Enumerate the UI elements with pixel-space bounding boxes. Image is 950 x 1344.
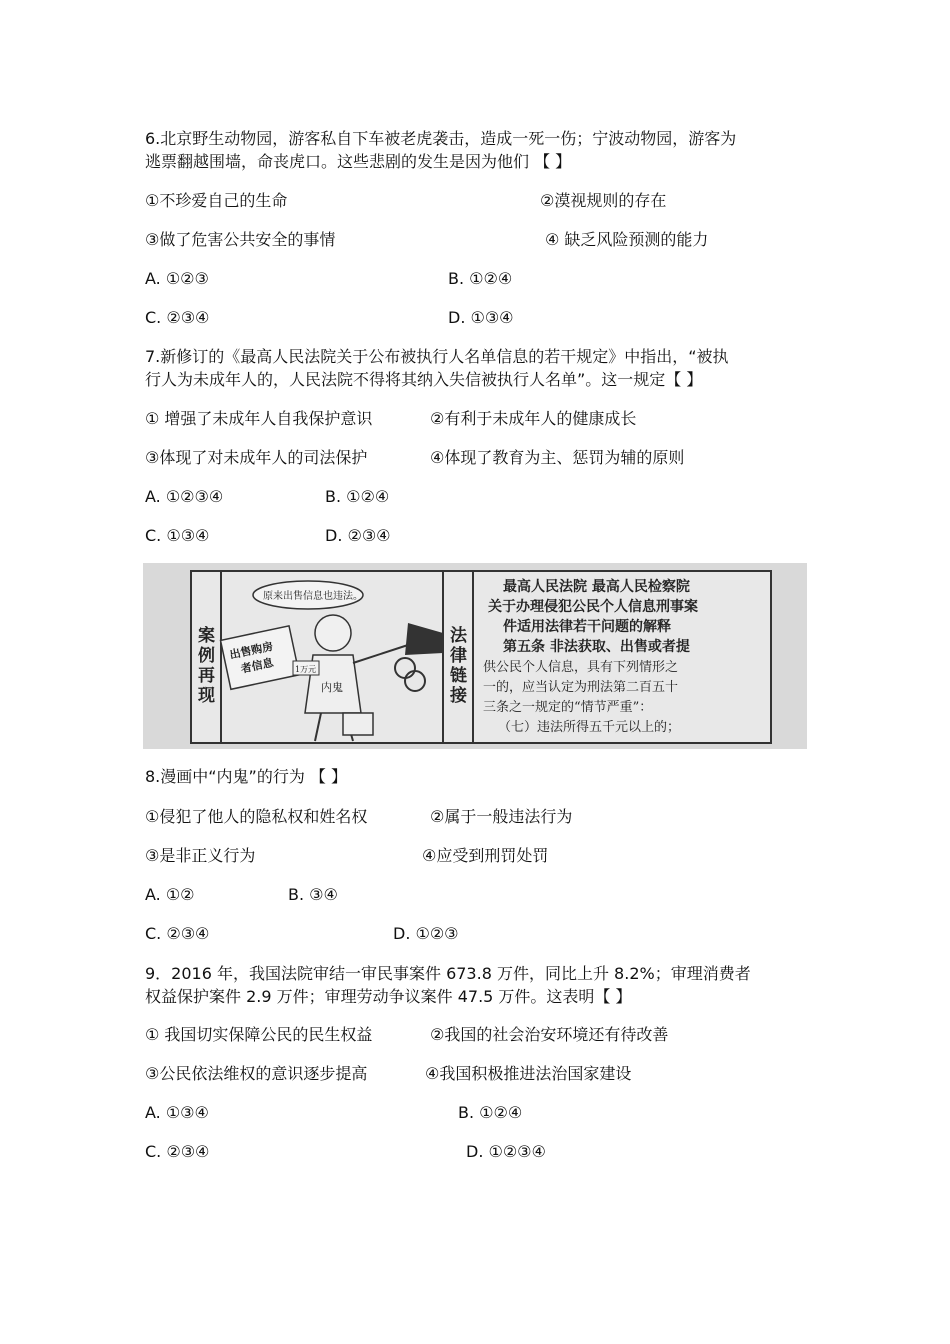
q6-choice-a: A. ①②③ — [145, 269, 209, 288]
q8-option-1: ①侵犯了他人的隐私权和姓名权 — [145, 807, 368, 826]
q8-choice-a: A. ①② — [145, 885, 195, 904]
speech-bubble-text: 原来出售信息也违法。 — [263, 591, 363, 602]
case-label-char: 例 — [198, 646, 215, 666]
q8-option-3: ③是非正义行为 — [145, 846, 256, 865]
q8-choice-b: B. ③④ — [288, 885, 338, 904]
figure-label: 内鬼 — [321, 681, 343, 694]
q6-choice-d: D. ①③④ — [448, 308, 514, 327]
case-label — [197, 625, 215, 706]
law-label-char: 接 — [450, 686, 467, 706]
q7-choice-b: B. ①②④ — [325, 487, 390, 506]
q6-option-4: ④ 缺乏风险预测的能力 — [545, 230, 709, 249]
law-label-char: 链 — [450, 666, 467, 686]
q9-option-3: ③公民依法维权的意识逐步提高 — [145, 1064, 368, 1083]
q8-stem: 8.漫画中“内鬼”的行为 【 】 — [145, 767, 348, 786]
law-text-line: 件适用法律若干问题的解释 — [503, 619, 671, 635]
q7-choice-d: D. ②③④ — [325, 526, 391, 545]
q7-stem-line1: 7.新修订的《最高人民法院关于公布被执行人名单信息的若干规定》中指出，“被执 — [145, 347, 729, 366]
sign-text: 出售购房 — [228, 639, 275, 662]
q8-choice-c: C. ②③④ — [145, 924, 210, 943]
sign-text: 者信息 — [239, 656, 275, 676]
cartoon-image — [143, 563, 807, 749]
law-label-char: 法 — [450, 626, 467, 646]
q6-stem-line2: 逃票翻越围墙，命丧虎口。这些悲剧的发生是因为他们 【 】 — [145, 152, 572, 171]
law-text-line: （七）违法所得五千元以上的； — [498, 720, 681, 735]
law-label-char: 律 — [450, 646, 467, 666]
q7-option-3: ③体现了对未成年人的司法保护 — [145, 448, 368, 467]
q9-option-1: ① 我国切实保障公民的民生权益 — [145, 1025, 373, 1044]
law-text-line: 第五条 非法获取、出售或者提 — [503, 639, 690, 655]
case-label-char: 再 — [198, 666, 215, 686]
money-tag: 1万元 — [295, 665, 317, 674]
q7-option-2: ②有利于未成年人的健康成长 — [430, 409, 637, 428]
q8-choice-d: D. ①②③ — [393, 924, 459, 943]
q9-option-2: ②我国的社会治安环境还有待改善 — [430, 1025, 669, 1044]
q6-choice-c: C. ②③④ — [145, 308, 210, 327]
q6-stem-line1: 6.北京野生动物园，游客私自下车被老虎袭击，造成一死一伤；宁波动物园，游客为 — [145, 129, 737, 148]
q9-choice-b: B. ①②④ — [458, 1103, 523, 1122]
law-text-line: 一的，应当认定为刑法第二百五十 — [483, 680, 679, 695]
figure-head — [315, 615, 351, 651]
law-text-line: 供公民个人信息，具有下列情形之 — [483, 660, 679, 675]
q7-choice-a: A. ①②③④ — [145, 487, 224, 506]
q9-choice-d: D. ①②③④ — [466, 1142, 546, 1161]
q9-stem-line2: 权益保护案件 2.9 万件；审理劳动争议案件 47.5 万件。这表明【 】 — [145, 987, 632, 1006]
q6-option-2: ②漠视规则的存在 — [540, 191, 667, 210]
q8-option-4: ④应受到刑罚处罚 — [422, 846, 549, 865]
case-label-char: 现 — [198, 686, 215, 706]
law-text-line: 关于办理侵犯公民个人信息刑事案 — [488, 599, 698, 615]
q9-option-4: ④我国积极推进法治国家建设 — [425, 1064, 632, 1083]
q6-option-1: ①不珍爱自己的生命 — [145, 191, 288, 210]
q6-option-3: ③做了危害公共安全的事情 — [145, 230, 336, 249]
law-label — [449, 625, 468, 706]
q7-option-4: ④体现了教育为主、惩罚为辅的原则 — [430, 448, 685, 467]
law-text-line: 最高人民法院 最高人民检察院 — [503, 579, 690, 595]
q9-choice-a: A. ①③④ — [145, 1103, 209, 1122]
q7-choice-c: C. ①③④ — [145, 526, 210, 545]
q9-stem-line1: 9．2016 年，我国法院审结一审民事案件 673.8 万件，同比上升 8.2%；审理消费者 — [145, 964, 751, 983]
q9-choice-c: C. ②③④ — [145, 1142, 210, 1161]
q7-option-1: ① 增强了未成年人自我保护意识 — [145, 409, 373, 428]
law-text-line: 三条之一规定的“情节严重”： — [483, 700, 653, 715]
q7-stem-line2: 行人为未成年人的，人民法院不得将其纳入失信被执行人名单”。这一规定【 】 — [145, 370, 703, 389]
q6-choice-b: B. ①②④ — [448, 269, 513, 288]
q8-option-2: ②属于一般违法行为 — [430, 807, 573, 826]
case-label-char: 案 — [198, 626, 215, 646]
